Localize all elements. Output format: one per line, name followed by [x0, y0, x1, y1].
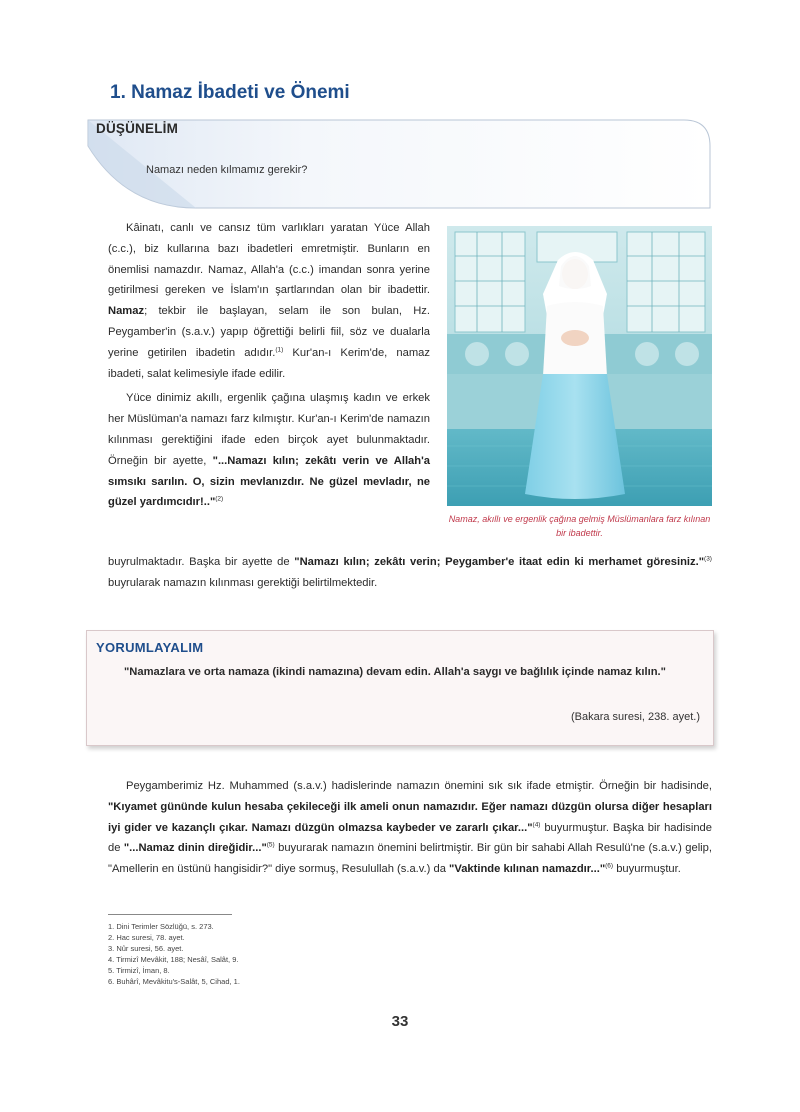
footnote-divider	[108, 914, 232, 915]
footnotes	[108, 921, 240, 987]
paragraph-1: Kâinatı, canlı ve cansız tüm varlıkları yaratan Yüce Allah (c.c.), biz kullarına bazı ibadetleri emretmiştir. Bunların en önemlisi namazdır. Namaz, Allah'a (c.c.) imandan sonra yerine getirilmesi gereken ve İslam'ın şartlarından olan bir ibadettir. Namaz; tekbir ile başlayan, selam ile son bulan, Hz. Peygamber'in (s.a.v.) yapıp öğrettiği belirli fiil, söz ve dualarla yerine getirilen ibadetin adıdır.$^{(1)}$ Kur'an-ı Kerim'de, namaz ibadeti, salat kelimesiyle ifade edilir.	[108, 222, 430, 380]
paragraph-2-continued: buyrulmaktadır. Başka bir ayette de "Namazı kılın; zekâtı verin; Peygamber'e itaat edin ki merhamet göresiniz."$^{(3)}$ buyrularak namazın kılınması gerektiği belirtilmektedir.	[108, 555, 712, 589]
footnote-item: 1. Dini Terimler Sözlüğü, s. 273.	[108, 922, 214, 931]
prayer-photo	[447, 226, 712, 506]
photo-caption: Namaz, akıllı ve ergenlik çağına gelmiş Müslümanlara farz kılınan bir ibadettir.	[448, 514, 711, 538]
hadith-quote-2: "...Namaz dinin direğidir..."	[123, 842, 267, 855]
footnote-item: 4. Tirmizî Mevâkit, 188; Nesâî, Salât, 9.	[108, 955, 239, 964]
hadith-quote-1: "Kıyamet gününde kulun hesaba çekileceği ilk ameli onun namazıdır. Eğer namazı düzgün olursa diğer hesapları iyi gider ve kazançlı çıkar. Namazı düzgün olmazsa kaybeder ve zararlı çıkar..."	[108, 800, 712, 834]
verse-quote: "Namazlara ve orta namaza (ikindi namazına) devam edin. Allah'a saygı ve bağlılık içinde namaz kılın."	[124, 666, 666, 678]
verse-source: (Bakara suresi, 238. ayet.)	[570, 711, 700, 723]
footnote-item: 2. Hac suresi, 78. ayet.	[108, 933, 185, 942]
think-label: DÜŞÜNELİM	[96, 121, 179, 136]
term-namaz: Namaz	[108, 305, 145, 318]
interpret-label: YORUMLAYALIM	[96, 640, 204, 655]
footnote-ref-6: (6)	[605, 862, 614, 870]
footnote-ref-1: (1)	[275, 346, 284, 354]
quote-verse-2: "Namazı kılın; zekâtı verin; Peygamber'e itaat edin ki merhamet göresiniz."	[294, 556, 705, 568]
page-number: 33	[391, 1013, 409, 1030]
think-question: Namazı neden kılmamız gerekir?	[146, 164, 308, 176]
footnote-ref-2: (2)	[215, 495, 224, 503]
footnote-item: 6. Buhârî, Mevâkitu's-Salât, 5, Cihad, 1.	[108, 977, 240, 986]
paragraph-2: Yüce dinimiz akıllı, ergenlik çağına ulaşmış kadın ve erkek her Müslüman'a namazı farz kılmıştır. Kur'an-ı Kerim'de namazın kılınması gerektiğini ifade eden birçok ayet bulunmaktadır. Örneğin bir ayette, "...Namazı kılın; zekâtı verin ve Allah'a sımsıkı sarılın. O, sizin mevlanızdır. Ne güzel mevladır, ne güzel yardımcıdır!.."$^{(2)}$	[108, 392, 430, 509]
section-title: 1. Namaz İbadeti ve Önemi	[110, 82, 350, 103]
footnote-ref-5: (5)	[266, 841, 275, 849]
hadith-paragraph: Peygamberimiz Hz. Muhammed (s.a.v.) hadislerinde namazın önemini sık sık ifade etmiştir. Örneğin bir hadisinde, "Kıyamet gününde kulun hesaba çekileceği ilk ameli onun namazıdır. Eğer namazı düzgün olursa diğer hesapları iyi gider ve kazançlı çıkar. Namazı düzgün olmazsa kaybeder ve zararlı çıkar..."$^{(4)}$ buyurmuştur. Başka bir hadisinde de "...Namaz dinin direğidir..."$^{(5)}$ buyurarak namazın önemini belirtmiştir. Bir gün bir sahabi Allah Resulü'ne (s.a.v.) gelip, "Amellerin en üstünü hangisidir?" diye sormuş, Resulullah (s.a.v.) da "Vaktinde kılınan namazdır..."$^{(6)}$ buyurmuştur.	[108, 780, 712, 876]
footnote-ref-4: (4)	[532, 820, 541, 828]
footnote-ref-3: (3)	[704, 555, 712, 563]
footnote-item: 3. Nûr suresi, 56. ayet.	[108, 944, 184, 953]
quote-verse-1: "...Namazı kılın; zekâtı verin ve Allah'a sımsıkı sarılın. O, sizin mevlanızdır. Ne güzel mevladır, ne güzel yardımcıdır!.."	[108, 454, 430, 509]
footnote-item: 5. Tirmizî, İman, 8.	[108, 966, 170, 975]
intro-text-column	[108, 218, 430, 513]
hadith-quote-3: "Vaktinde kılınan namazdır..."	[449, 863, 606, 876]
